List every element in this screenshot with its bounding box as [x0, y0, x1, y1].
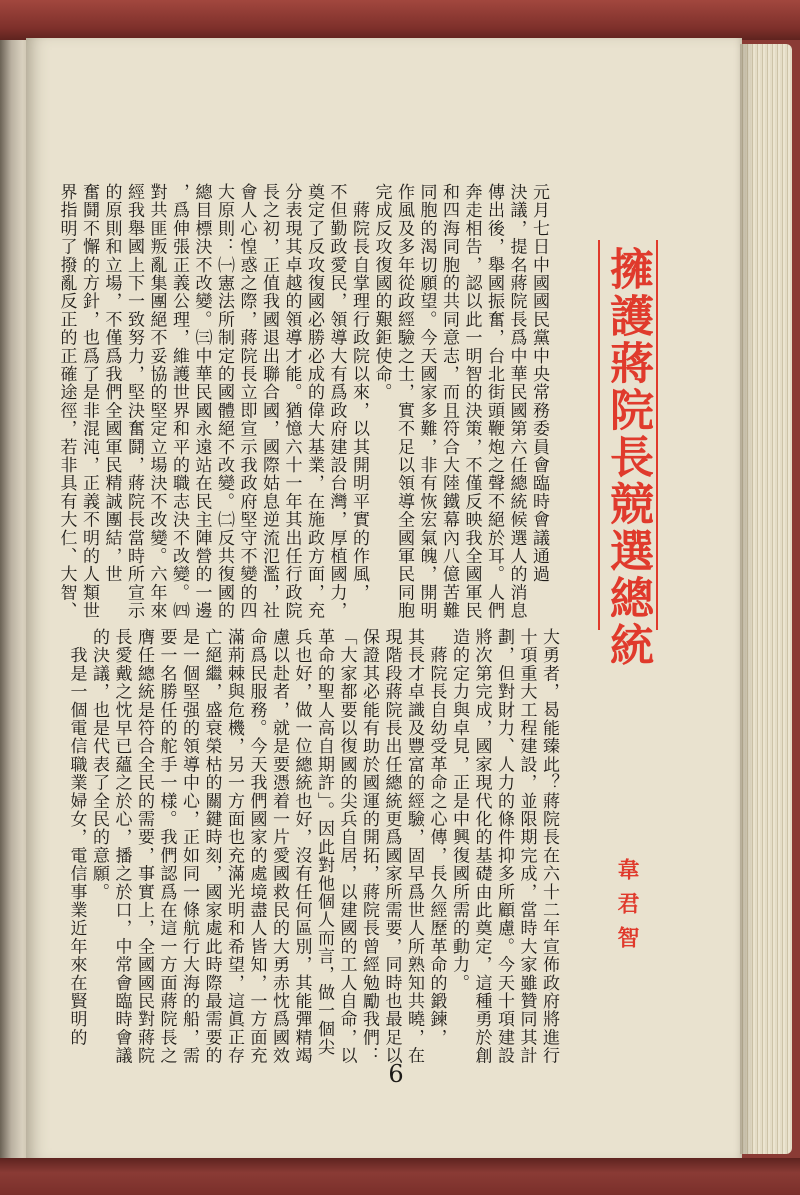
- article-title: 擁護蔣院長競選總統: [602, 246, 653, 669]
- article-author: 韋君智: [614, 858, 639, 960]
- article-body-upper: 元月七日中國國民黨中央常務委員會臨時會議通過 決議，提名蔣院長爲中華民國第六任總統候選人的消息 傳出後，舉國振奮，台北街頭鞭炮之聲不絕於耳。人們 奔走相告，認以此一明智的決策，不僅反映我全國軍民 和四海同胞的共同意志，而且符合大陸鐵幕內八億苦難 同胞的渴切願望。今天國家多難，非有恢宏氣魄，開明 作風及多年從政經驗之士，實不足以領導全國軍民同胞 完成反攻復國的艱鉅使命。 蔣院長自掌理行政院以來，以其開明平實的作風， 不但勤政愛民，領導大有爲政府建設台灣，厚植國力， 奠定了反攻復國必勝必成的偉大基業，在施政方面，充 分表現其卓越的領導才能。猶憶六十一年其出任行政院 長之初，正值我國退出聯合國，國際姑息逆流氾濫，社 會人心惶惑之際，蔣院長立即宣示我政府堅守不變的四 大原則：㈠憲法所制定的國體絕不改變。㈡反共復國的 總目標決不改變。㈢中華民國永遠站在民主陣營的一邊 ，爲伸張正義公理，維護世界和平的職志決不改變。㈣ 對共匪叛亂集團絕不妥協的堅定立場決不改變。六年來 經我舉國上下一致努力，堅決奮鬪，蔣院長當時所宣示 的原則和立場，不僅爲我們全國軍民精誠團結，世 奮鬪不懈的方針，也爲了是非混沌，正義不明的人類世 界指明了撥亂反正的正確途徑，若非具有大仁、大智、: [56, 183, 549, 620]
- book-cover-top: [0, 0, 800, 40]
- article-body-lower: 大勇者，曷能臻此？蔣院長在六十二年宣佈政府將進行 十項重大工程建設，並限期完成，當時大家雖贊同其計 劃，但對財力、人力的條件抑多所顧慮。今天十項建設 將次第完成，國家現代化的基礎由此奠定，這種勇於創 造的定力與卓見，正是中興復國所需的動力。 蔣院長自幼受革命之心傳，長久經歷革命的鍛鍊， 其長才卓識及豐富的經驗，固早爲世人所熟知共曉，在 現階段蔣院長出任總統更爲國家所需要，同時也最足以 保證其必能有助於國運的開拓，蔣院長曾經勉勵我們： 「大家都要以復國的尖兵自居，以建國的工人自命，以 革命的聖人高自期許」。因此對他個人而言，做一個尖 兵也好，做一位總統也好，沒有任何區別，其能彈精竭 慮以赴者，就是要憑着一片愛國救民的大勇赤忱爲國效 命爲民服務。今天我們國家的處境盡人皆知，一方面充 滿荊棘與危機，另一方面也充滿光明和希望，這眞正存 亡絕繼，盛衰榮枯的關鍵時刻，國家處此時際最需要的 是一個堅强的領導中心，正如同一條航行大海的船，需 要一名勝任的舵手一樣。我們認爲在這一方面蔣院長之 膺任總統是符合全民的需要，事實上，全國國民對蔣院 長愛戴之忱早已蘊之於心，播之於口，中常會臨時會議 的決議，也是代表了全民的意願。 我是一個電信職業婦女，電信事業近年來在賢明的: [66, 628, 559, 1065]
- page-gutter-shadow: [740, 44, 754, 1154]
- page-number: 6: [388, 1060, 404, 1088]
- previous-page-edge: [0, 40, 28, 1158]
- book-cover-bottom: [0, 1158, 800, 1195]
